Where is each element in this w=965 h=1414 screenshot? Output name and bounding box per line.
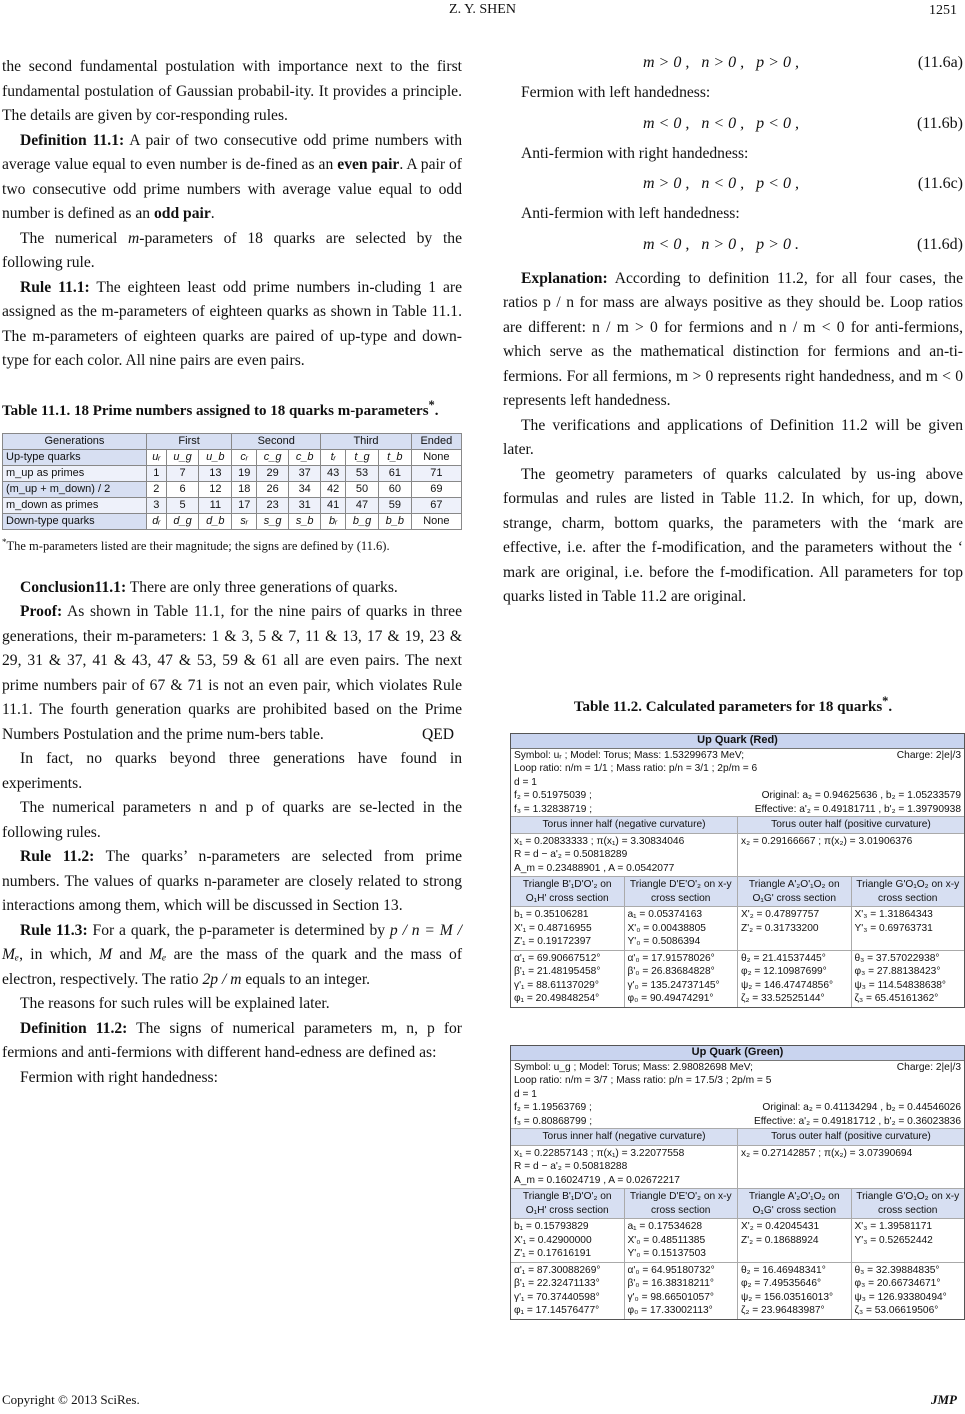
paragraph-intro: the second fundamental postulation with importance next to the first fundamental postulation of Gaussian probabil-ity. It provides a principle. The details are given by cor-responding rules. bbox=[2, 58, 462, 124]
value: Y'₃ = 0.69763731 bbox=[854, 922, 933, 934]
row-label: m_up as primes bbox=[3, 465, 147, 481]
table-11-1-caption bbox=[2, 396, 462, 421]
definition-text: The signs of numerical parameters m, n, p for fermions and anti-fermions with different hand-edness are defined as: bbox=[2, 1019, 463, 1062]
quark-charge: Charge: 2|e|/3 bbox=[896, 1061, 961, 1073]
table-cell: 5 bbox=[166, 497, 199, 513]
rule-text: The quarks’ n-parameters are selected from prime numbers. The values of quarks n-parameter are closely related to strong interactions among them, which will be discussed in Section 13. bbox=[2, 848, 462, 915]
page-number: 1251 bbox=[929, 3, 957, 18]
conclusion-text: There are only three generations of quarks. bbox=[126, 578, 398, 596]
value: ψ₂ = 146.47474856° bbox=[741, 979, 834, 991]
value: α'₀ = 17.91578026° bbox=[627, 952, 715, 964]
table-cell: b_g bbox=[346, 513, 379, 529]
quark-charge: Charge: 2|e|/3 bbox=[896, 749, 961, 761]
paragraph-fact: In fact, no quarks beyond three generations have found in experiments. bbox=[2, 750, 462, 792]
left-column bbox=[2, 55, 462, 1090]
value: ζ₂ = 23.96483987° bbox=[741, 1305, 825, 1316]
table-cell: t_g bbox=[346, 449, 379, 465]
value: α'₀ = 64.95180732° bbox=[627, 1264, 715, 1276]
value: Z'₁ = 0.17616191 bbox=[514, 1248, 592, 1259]
table-cell: 53 bbox=[346, 465, 379, 481]
value: φ₂ = 7.49535646° bbox=[741, 1278, 822, 1289]
table-cell: 59 bbox=[378, 497, 411, 513]
text: m bbox=[128, 229, 140, 247]
outer-half-values bbox=[738, 834, 964, 877]
definition-label: Definition 11.1: bbox=[20, 131, 125, 149]
value: X'₂ = 0.42045431 bbox=[741, 1221, 820, 1232]
quark-card-up-red bbox=[510, 733, 965, 1008]
triangle-values bbox=[625, 1219, 739, 1262]
value: ζ₂ = 33.52525144° bbox=[741, 993, 825, 1004]
table-cell: 18 bbox=[232, 481, 257, 497]
value: α'₁ = 69.90667512° bbox=[514, 952, 601, 964]
table-cell: u_b bbox=[199, 449, 232, 465]
value: X'₁ = 0.42900000 bbox=[514, 1234, 592, 1246]
outer-half-title: Torus outer half (positive curvature) bbox=[738, 817, 964, 833]
equation-body: m > 0 , n > 0 , p > 0 , bbox=[643, 54, 799, 71]
footer-journal: JMP bbox=[931, 1392, 957, 1407]
symbol-m: M bbox=[99, 946, 113, 964]
triangle-head: Triangle G'O₁O₂ on x-y cross section bbox=[852, 1189, 965, 1218]
value: ψ₃ = 126.93380494° bbox=[854, 1291, 947, 1303]
value: θ₂ = 16.46948341° bbox=[741, 1264, 826, 1276]
table-header: Third bbox=[321, 433, 412, 449]
value: φ₀ = 90.49474291° bbox=[627, 993, 714, 1004]
value: α'₁ = 87.30088269° bbox=[514, 1264, 601, 1276]
value: b₁ = 0.15793829 bbox=[514, 1221, 589, 1232]
text: -parameters of 18 quarks are selected by the following rule. bbox=[2, 229, 462, 271]
table-cell: dᵣ bbox=[146, 513, 166, 529]
quark-symbol-line: Symbol: uᵣ ; Model: Torus; Mass: 1.53299673 MeV; bbox=[514, 749, 745, 761]
value: R = d − a'₂ = 0.50818288 bbox=[514, 1161, 628, 1172]
quark-f3: f₃ = 1.32838719 ; bbox=[514, 803, 593, 815]
table-cell: c_b bbox=[289, 449, 321, 465]
value: ψ₂ = 156.03516013° bbox=[741, 1291, 834, 1303]
table-cell: 37 bbox=[289, 465, 321, 481]
value: ζ₃ = 65.45161362° bbox=[854, 993, 939, 1004]
rule-text: equals to an integer. bbox=[241, 970, 371, 988]
rule-11-1 bbox=[2, 276, 462, 374]
table-row bbox=[3, 513, 462, 529]
explanation bbox=[503, 267, 963, 414]
row-label: Up-type quarks bbox=[3, 449, 147, 465]
inner-half-values bbox=[511, 834, 738, 877]
angle-values bbox=[852, 951, 965, 1007]
definition-label: Definition 11.2: bbox=[20, 1019, 128, 1037]
angle-values bbox=[625, 951, 739, 1007]
table-cell: sᵣ bbox=[232, 513, 257, 529]
angle-values bbox=[738, 1263, 852, 1319]
table-row bbox=[3, 449, 462, 465]
rule-text: and bbox=[112, 946, 150, 964]
table-cell: 17 bbox=[232, 497, 257, 513]
row-label: (m_up + m_down) / 2 bbox=[3, 481, 147, 497]
angle-values bbox=[511, 951, 625, 1007]
equation-number: (11.6c) bbox=[917, 175, 963, 192]
value: γ'₀ = 135.24737145° bbox=[627, 979, 720, 991]
table-cell: 7 bbox=[166, 465, 199, 481]
table-cell: 41 bbox=[321, 497, 346, 513]
quark-ratio-line: Loop ratio: n/m = 3/7 ; Mass ratio: p/n = 17.5/3 ; 2p/m = 5 bbox=[514, 1075, 772, 1086]
value: X'₀ = 0.00438805 bbox=[627, 922, 706, 934]
value: a₁ = 0.05374163 bbox=[627, 909, 703, 920]
value: β'₀ = 16.38318211° bbox=[627, 1278, 714, 1289]
equation-11-6b bbox=[503, 106, 963, 142]
definition-text: . bbox=[210, 205, 215, 222]
table-11-2-caption bbox=[503, 694, 963, 716]
value: X'₃ = 1.39581171 bbox=[854, 1221, 933, 1232]
table-cell: 13 bbox=[199, 465, 232, 481]
value: γ'₁ = 70.37440598° bbox=[514, 1291, 600, 1303]
table-cell: c_g bbox=[257, 449, 289, 465]
angle-values bbox=[738, 951, 852, 1007]
value: a₁ = 0.17534628 bbox=[627, 1221, 703, 1232]
rule-label: Rule 11.1: bbox=[20, 278, 90, 296]
triangle-head: Triangle B'₁D'O'₂ on O₁H' cross section bbox=[511, 1189, 625, 1218]
value: b₁ = 0.35106281 bbox=[514, 909, 589, 920]
equation-number: (11.6d) bbox=[916, 235, 963, 253]
table-cell: 29 bbox=[257, 465, 289, 481]
definition-11-1 bbox=[2, 129, 462, 227]
triangle-head: Triangle A'₂O'₁O₂ on O₁G' cross section bbox=[738, 1189, 852, 1218]
table-cell: 67 bbox=[411, 497, 461, 513]
quark-card-title: Up Quark (Green) bbox=[511, 1046, 964, 1061]
value: β'₀ = 26.83684828° bbox=[627, 966, 715, 977]
paragraph-fermion-right: Fermion with right handedness: bbox=[20, 1068, 218, 1086]
value: Y'₀ = 0.5086394 bbox=[627, 936, 701, 947]
conclusion-label: Conclusion11.1: bbox=[20, 578, 127, 596]
quark-card-title: Up Quark (Red) bbox=[511, 734, 964, 749]
quark-f2: f₂ = 1.19563769 ; bbox=[514, 1102, 592, 1113]
value: x₁ = 0.20833333 ; π(x₁) = 3.30834046 bbox=[514, 835, 685, 847]
value: x₂ = 0.29166667 ; π(x₂) = 3.01906376 bbox=[741, 835, 913, 847]
triangle-values bbox=[738, 1219, 852, 1262]
angle-values bbox=[625, 1263, 739, 1319]
table-cell: 6 bbox=[166, 481, 199, 497]
proof-text: As shown in Table 11.1, for the nine pairs of quarks in three generations, their m-parameters: 1 & 3, 5 & 7, 11 & 13, 17 & 19, 23 & 29, 31 & 37, 41 & 43, 47 & 53, 59 & 61 all are even pairs. The next prime numbers pair of 67 & 71 is not an even pair, which violates Rule 11.1. The fourth generation quarks are prohibited based on the Prime Numbers Postulation and the prime num-bers table. bbox=[2, 603, 462, 743]
equation-number: (11.6b) bbox=[916, 114, 963, 132]
caption-end: . bbox=[434, 402, 439, 419]
table-cell: 23 bbox=[257, 497, 289, 513]
rule-11-3 bbox=[2, 919, 462, 993]
table-cell: t_b bbox=[378, 449, 411, 465]
explanation-label: Explanation: bbox=[521, 269, 608, 287]
value: φ₁ = 20.49848254° bbox=[514, 993, 600, 1004]
value: Z'₂ = 0.18688924 bbox=[741, 1234, 819, 1246]
value: Y'₀ = 0.15137503 bbox=[627, 1248, 706, 1259]
table-cell: d_b bbox=[199, 513, 232, 529]
paragraph-anti-right: Anti-fermion with right handedness: bbox=[521, 144, 749, 162]
equation-11-6a bbox=[503, 45, 963, 81]
proof bbox=[2, 600, 462, 747]
value: φ₁ = 17.14576477° bbox=[514, 1305, 600, 1316]
table-cell: 2 bbox=[146, 481, 166, 497]
quark-effective: Effective: a'₂ = 0.49181712 , b'₂ = 0.36023836 bbox=[753, 1115, 961, 1127]
equation-body: m < 0 , n > 0 , p > 0 . bbox=[643, 235, 799, 253]
table-footnote bbox=[2, 534, 462, 554]
table-header: First bbox=[146, 433, 231, 449]
angle-values bbox=[511, 1263, 625, 1319]
caption-text: Table 11.2. Calculated parameters for 18 quarks bbox=[573, 699, 883, 715]
value: φ₃ = 27.88138423° bbox=[854, 966, 941, 977]
table-header: Ended bbox=[411, 433, 461, 449]
table-cell: 50 bbox=[346, 481, 379, 497]
rule-label: Rule 11.3: bbox=[20, 921, 88, 939]
table-cell: d_g bbox=[166, 513, 199, 529]
table-cell: 47 bbox=[346, 497, 379, 513]
quark-symbol-line: Symbol: u_g ; Model: Torus; Mass: 2.98082698 MeV; bbox=[514, 1061, 753, 1073]
quark-original: Original: a₂ = 0.41134294 , b₂ = 0.44546026 bbox=[762, 1102, 961, 1113]
value: θ₃ = 32.39884835° bbox=[854, 1264, 940, 1276]
table-cell: b_b bbox=[378, 513, 411, 529]
triangle-values bbox=[852, 907, 965, 950]
rule-label: Rule 11.2: bbox=[20, 848, 95, 866]
triangle-values bbox=[625, 907, 739, 950]
table-cell: tᵣ bbox=[321, 449, 346, 465]
table-header: Generations bbox=[3, 433, 147, 449]
definition-11-2 bbox=[2, 1017, 462, 1066]
paragraph-geometry: The geometry parameters of quarks calculated by us-ing above formulas and rules are listed in Table 11.2. In which, for up, down, strange, charm, bottom quarks, the parameters with the ‘mark are effective, i.e. after the f-modification, and the parameters without the ‘ mark are original, i.e. before the f-modification. All parameters for top quarks listed in Table 11.2 are original. bbox=[503, 465, 963, 605]
caption-star: * bbox=[428, 397, 435, 412]
equation-11-6c bbox=[503, 166, 963, 202]
equation-11-6d bbox=[503, 227, 963, 263]
value: β'₁ = 22.32471133° bbox=[514, 1278, 600, 1289]
text: The numerical bbox=[20, 229, 129, 247]
quark-card-up-green bbox=[510, 1045, 965, 1320]
table-cell: 12 bbox=[199, 481, 232, 497]
paragraph-numerical bbox=[2, 227, 462, 276]
paragraph-anti-left: Anti-fermion with left handedness: bbox=[521, 205, 740, 222]
table-cell: 11 bbox=[199, 497, 232, 513]
value: Z'₁ = 0.19172397 bbox=[514, 936, 592, 947]
table-cell: 26 bbox=[257, 481, 289, 497]
outer-half-values bbox=[738, 1146, 964, 1189]
triangle-head: Triangle A'₂O'₁O₂ on O₁G' cross section bbox=[738, 877, 852, 906]
value: X'₂ = 0.47897757 bbox=[741, 909, 820, 920]
table-cell: 71 bbox=[411, 465, 461, 481]
value: θ₃ = 37.57022938° bbox=[854, 952, 940, 964]
caption-text: Table 11.1. 18 Prime numbers assigned to 18 quarks m-parameters bbox=[2, 402, 429, 419]
footer-copyright: Copyright © 2013 SciRes. bbox=[2, 1392, 140, 1407]
footnote-star: * bbox=[2, 536, 7, 547]
value: φ₂ = 12.10987699° bbox=[741, 966, 827, 977]
paragraph-left-handedness: Fermion with left handedness: bbox=[521, 84, 711, 101]
paragraph-verifications: The verifications and applications of Definition 11.2 will be given later. bbox=[503, 416, 963, 458]
equation-number: (11.6a) bbox=[917, 54, 963, 71]
value: ζ₃ = 53.06619506° bbox=[854, 1305, 939, 1316]
triangle-values bbox=[511, 1219, 625, 1262]
formula: p / n = M / Mₑ bbox=[2, 921, 462, 964]
triangle-values bbox=[738, 907, 852, 950]
value: R = d − a'₂ = 0.50818289 bbox=[514, 849, 628, 860]
triangle-values bbox=[511, 907, 625, 950]
value: γ'₀ = 98.66501057° bbox=[627, 1291, 714, 1303]
inner-half-values bbox=[511, 1146, 738, 1189]
triangle-head: Triangle G'O₁O₂ on x-y cross section bbox=[852, 877, 965, 906]
quark-original: Original: a₂ = 0.94625636 , b₂ = 1.05233579 bbox=[761, 790, 961, 801]
caption-end: . bbox=[888, 699, 893, 715]
equation-body: m < 0 , n < 0 , p < 0 , bbox=[643, 114, 799, 132]
outer-half-title: Torus outer half (positive curvature) bbox=[738, 1129, 964, 1145]
table-cell: 43 bbox=[321, 465, 346, 481]
value: X'₃ = 1.31864343 bbox=[854, 909, 933, 920]
paragraph-np: The numerical parameters n and p of quarks are se-lected in the following rules. bbox=[2, 799, 462, 841]
value: A_m = 0.16024719 , A = 0.02672217 bbox=[514, 1174, 680, 1186]
table-cell: cᵣ bbox=[232, 449, 257, 465]
value: X'₀ = 0.48511385 bbox=[627, 1234, 706, 1246]
term-odd-pair: odd pair bbox=[154, 205, 211, 222]
table-row bbox=[3, 497, 462, 513]
inner-half-title: Torus inner half (negative curvature) bbox=[511, 817, 738, 833]
value: X'₁ = 0.48716955 bbox=[514, 922, 592, 934]
table-cell: 31 bbox=[289, 497, 321, 513]
definition-text: . A pair of two consecutive odd prime numbers with average value equal to odd number is defined as an bbox=[2, 156, 462, 222]
rule-text: are the mass of the quark and the mass of electron, respectively. The ratio bbox=[2, 946, 463, 988]
value: β'₁ = 21.48195458° bbox=[514, 966, 601, 977]
triangle-head: Triangle D'E'O'₂ on x-y cross section bbox=[625, 877, 739, 906]
table-cell: 1 bbox=[146, 465, 166, 481]
value: ψ₃ = 114.54838638° bbox=[854, 979, 946, 991]
table-cell: 60 bbox=[378, 481, 411, 497]
table-header: Second bbox=[232, 433, 321, 449]
value: Z'₂ = 0.31733200 bbox=[741, 922, 819, 934]
equation-body: m > 0 , n < 0 , p < 0 , bbox=[643, 175, 799, 192]
qed-mark: QED bbox=[421, 725, 454, 743]
formula: 2p / m bbox=[202, 970, 242, 988]
term-even-pair: even pair bbox=[337, 156, 400, 173]
conclusion-11-1 bbox=[2, 576, 462, 601]
table-cell: 69 bbox=[411, 481, 461, 497]
table-cell: None bbox=[411, 513, 461, 529]
value: Y'₃ = 0.52652442 bbox=[854, 1234, 933, 1246]
triangle-head: Triangle D'E'O'₂ on x-y cross section bbox=[625, 1189, 739, 1218]
table-cell: 42 bbox=[321, 481, 346, 497]
definition-text: A pair of two consecutive odd prime numbers with average value equal to even number is de-fined as an bbox=[2, 131, 462, 173]
right-column bbox=[503, 55, 963, 610]
value: x₁ = 0.22857143 ; π(x₁) = 3.22077558 bbox=[514, 1147, 685, 1159]
value: φ₀ = 17.33002113° bbox=[627, 1305, 713, 1316]
triangle-values bbox=[852, 1219, 965, 1262]
running-header-title: Z. Y. SHEN bbox=[449, 2, 516, 17]
quark-ratio-line: Loop ratio: n/m = 1/1 ; Mass ratio: p/n = 3/1 ; 2p/m = 6 bbox=[514, 763, 758, 774]
quark-f2: f₂ = 0.51975039 ; bbox=[514, 790, 592, 801]
table-cell: None bbox=[411, 449, 461, 465]
value: θ₂ = 21.41537445° bbox=[741, 952, 826, 964]
table-11-1 bbox=[2, 433, 462, 530]
table-cell: 34 bbox=[289, 481, 321, 497]
row-label: m_down as primes bbox=[3, 497, 147, 513]
paragraph-reasons: The reasons for such rules will be explained later. bbox=[20, 995, 330, 1013]
rule-text: , in which, bbox=[19, 946, 100, 964]
table-cell: s_g bbox=[257, 513, 289, 529]
value: φ₃ = 20.66734671° bbox=[854, 1278, 941, 1289]
rule-text: The eighteen least odd prime numbers in-cluding 1 are assigned as the m-parameters of eighteen quarks as shown in Table 11.1. The m-parameters of eighteen quarks are paired of up-type and down-type for each color. All nine pairs are even pairs. bbox=[2, 278, 462, 369]
value: A_m = 0.23488901 , A = 0.0542077 bbox=[514, 862, 675, 874]
row-label: Down-type quarks bbox=[3, 513, 147, 529]
quark-d: d = 1 bbox=[514, 1088, 537, 1100]
symbol-me: Mₑ bbox=[149, 946, 167, 964]
angle-values bbox=[852, 1263, 965, 1319]
inner-half-title: Torus inner half (negative curvature) bbox=[511, 1129, 738, 1145]
table-cell: 61 bbox=[378, 465, 411, 481]
table-row bbox=[3, 465, 462, 481]
rule-11-2 bbox=[2, 845, 462, 919]
table-cell: u_g bbox=[166, 449, 199, 465]
table-row bbox=[3, 481, 462, 497]
explanation-text: According to definition 11.2, for all four cases, the ratios p / n for mass are always positive as they should be. Loop ratios are different: n / m > 0 for fermions and n / m < 0 for anti-fermions, which serve as the mathematical distinction for fermions and an-ti-fermions. For all fermions, m > 0 represents right handedness, and m < 0 represents left handedness. bbox=[503, 269, 963, 409]
table-cell: 3 bbox=[146, 497, 166, 513]
caption-star: * bbox=[882, 694, 889, 708]
quark-effective: Effective: a'₂ = 0.49181711 , b'₂ = 1.39790938 bbox=[754, 803, 961, 815]
rule-text: For a quark, the p-parameter is determined by bbox=[87, 921, 390, 939]
value: γ'₁ = 88.61137029° bbox=[514, 979, 599, 991]
footnote-text: The m-parameters listed are their magnitude; the signs are defined by (11.6). bbox=[6, 538, 390, 553]
proof-label: Proof: bbox=[20, 603, 63, 621]
table-cell: bᵣ bbox=[321, 513, 346, 529]
table-cell: s_b bbox=[289, 513, 321, 529]
quark-f3: f₃ = 0.80868799 ; bbox=[514, 1115, 593, 1127]
table-cell: uᵣ bbox=[146, 449, 166, 465]
value: x₂ = 0.27142857 ; π(x₂) = 3.07390694 bbox=[741, 1147, 913, 1159]
triangle-head: Triangle B'₁D'O'₂ on O₁H' cross section bbox=[511, 877, 625, 906]
quark-d: d = 1 bbox=[514, 776, 537, 788]
table-cell: 19 bbox=[232, 465, 257, 481]
